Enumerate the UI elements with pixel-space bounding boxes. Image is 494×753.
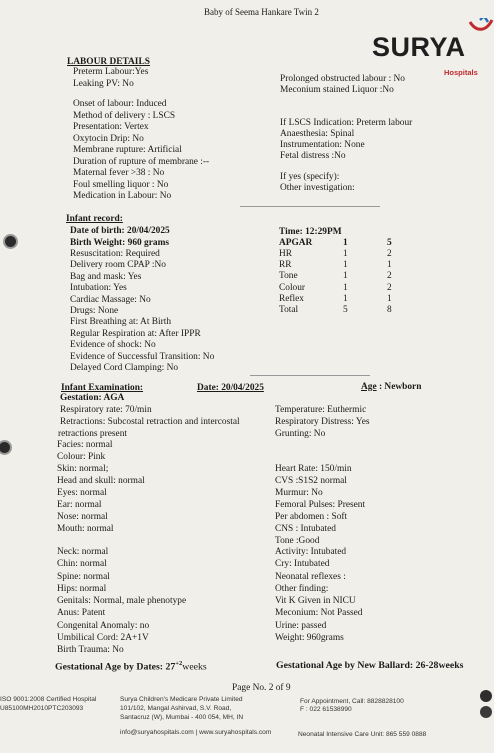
apgar-cell: 2	[387, 282, 392, 293]
exam-left-line-7: Mouth: normal	[57, 524, 114, 534]
ga-dates-sup: +2	[175, 660, 183, 667]
exam-right-line-1: Respiratory Distress: Yes	[275, 417, 370, 427]
footer-nicu: Neonatal Intensive Care Unit: 865 559 0888	[298, 731, 427, 738]
labour-right-line-1: Meconium stained Liquor :No	[280, 85, 394, 95]
logo-subtext: Hospitals	[444, 68, 478, 77]
footer-company: Surya Children's Medicare Private Limited	[120, 696, 243, 703]
page-number: Page No. 2 of 9	[232, 683, 291, 693]
section-divider-1	[240, 206, 380, 207]
retractions-cont: retractions present	[58, 429, 127, 439]
exam-right-line-16: Urine: passed	[275, 621, 327, 631]
ga-by-ballard: Gestational Age by New Ballard: 26-28weeks	[276, 660, 464, 671]
apgar-row	[279, 294, 399, 305]
footer-cin: U85100MH2010PTC203093	[0, 705, 84, 712]
exam-right-line-3: Heart Rate: 150/min	[275, 464, 352, 474]
infant-record-line-8: Evidence of shock: No	[70, 340, 156, 351]
apgar-cell: 1	[343, 249, 348, 259]
labour-left-line-3: Method of delivery : LSCS	[73, 110, 176, 121]
whatsapp-icon	[480, 706, 492, 718]
exam-age-label: Age	[361, 382, 377, 392]
apgar-row	[279, 283, 399, 294]
infant-record-line-2: Bag and mask: Yes	[70, 271, 142, 282]
apgar-cell: 1	[343, 293, 348, 304]
labour-left-line-10: Medication in Labour: No	[73, 191, 172, 201]
apgar-row	[279, 305, 399, 316]
infant-record-line-7: Regular Respiration at: After IPPR	[70, 328, 201, 339]
exam-right-line-0: Temperature: Euthermic	[275, 405, 367, 415]
labour-details-heading: LABOUR DETAILS	[67, 57, 150, 67]
exam-left-line-6: Nose: normal	[57, 512, 108, 522]
exam-age-value: : Newborn	[378, 382, 422, 392]
punch-hole-top	[3, 234, 18, 249]
labour-left-line-5: Oxytocin Drip: No	[73, 133, 144, 144]
birth-weight: Birth Weight: 960 grams	[70, 238, 170, 248]
apgar-cell: 1	[343, 260, 348, 271]
infant-exam-heading: Infant Examination:	[61, 383, 144, 393]
gestation: Gestation: AGA	[60, 393, 125, 403]
exam-right-line-15: Meconium: Not Passed	[275, 608, 363, 618]
labour-left-line-9: Foul smelling liquor : No	[73, 179, 169, 190]
phone-icon	[480, 690, 492, 702]
ga-dates-label: Gestational Age by Dates: 27	[55, 661, 176, 673]
apgar-row	[279, 260, 399, 271]
labour-right-line-4: Instrumentation: None	[280, 140, 365, 150]
infant-record-line-4: Cardiac Massage: No	[70, 294, 151, 305]
footer-web: info@suryahospitals.com | www.suryahospitals.com	[120, 729, 272, 736]
exam-right-line-13: Other finding:	[275, 584, 329, 594]
apgar-cell: 2	[387, 271, 392, 282]
footer-appointment: For Appointment, Call: 8828828100	[300, 698, 404, 705]
exam-right-line-14: Vit K Given in NICU	[275, 596, 356, 606]
birth-time: Time: 12:29PM	[279, 227, 342, 237]
apgar-cell: 1	[387, 260, 392, 271]
apgar-cell: 1	[343, 282, 348, 293]
apgar-cell: Tone	[279, 271, 298, 282]
date-of-birth: Date of birth: 20/04/2025	[70, 226, 170, 236]
section-divider-2	[250, 375, 370, 376]
infant-record-line-10: Delayed Cord Clamping: No	[70, 363, 179, 373]
exam-right-line-9: Tone :Good	[275, 536, 320, 546]
punch-hole-bottom	[0, 440, 12, 455]
apgar-row	[279, 271, 399, 282]
exam-left-line-11: Hips: normal	[57, 584, 107, 594]
apgar-row	[279, 249, 399, 260]
footer-fax: F : 022 61538990	[300, 706, 352, 713]
apgar-cell: Reflex	[279, 293, 304, 304]
footer-contact-icons	[478, 690, 494, 730]
apgar-cell: 8	[387, 305, 392, 315]
labour-left-line-1: Leaking PV: No	[73, 78, 134, 89]
apgar-cell: 2	[387, 249, 392, 259]
apgar-cell: 1	[387, 293, 392, 304]
infant-record-line-5: Drugs: None	[70, 306, 119, 316]
exam-left-line-15: Umbilical Cord: 2A+1V	[57, 633, 149, 643]
exam-left-line-13: Anus: Patent	[57, 608, 106, 618]
exam-right-line-2: Grunting: No	[275, 429, 326, 439]
exam-left-line-16: Birth Trauma: No	[57, 645, 124, 655]
footer-iso: ISO 9001:2008 Certified Hospital	[0, 696, 97, 703]
exam-right-line-12: Neonatal reflexes :	[275, 572, 346, 582]
exam-right-line-17: Weight: 960grams	[275, 633, 344, 643]
labour-right-line-7: Other investigation:	[280, 183, 355, 193]
exam-left-line-12: Genitals: Normal, male phenotype	[57, 596, 187, 606]
exam-right-line-11: Cry: Intubated	[275, 559, 330, 569]
exam-left-line-9: Chin: normal	[57, 559, 107, 569]
exam-left-line-3: Head and skull: normal	[57, 476, 145, 486]
apgar-cell: Total	[279, 305, 299, 315]
labour-left-line-7: Duration of rupture of membrane :--	[73, 156, 210, 167]
ga-by-dates	[55, 658, 207, 673]
apgar-cell: 5	[343, 305, 348, 315]
apgar-cell: 1	[343, 271, 348, 282]
exam-right-line-7: Per abdomen : Soft	[275, 512, 348, 522]
apgar-cell: HR	[279, 249, 293, 259]
infant-record-line-6: First Breathing at: At Birth	[70, 317, 172, 328]
exam-left-line-5: Ear: normal	[57, 500, 102, 510]
labour-left-line-2: Onset of labour: Induced	[73, 99, 167, 109]
patient-title: Baby of Seema Hankare Twin 2	[204, 7, 319, 17]
exam-right-line-4: CVS :S1S2 normal	[275, 476, 347, 486]
exam-right-line-10: Activity: Intubated	[275, 547, 347, 557]
infant-record-line-9: Evidence of Successful Transition: No	[70, 351, 215, 362]
infant-record-heading: Infant record:	[66, 214, 123, 224]
labour-left-line-4: Presentation: Vertex	[73, 122, 149, 132]
labour-left-line-0: Preterm Labour:Yes	[73, 67, 149, 77]
exam-date	[197, 383, 264, 394]
apgar-cell: RR	[279, 260, 292, 271]
logo-text: SURYA	[372, 32, 466, 62]
exam-age	[361, 382, 421, 393]
footer-address-2: Santacruz (W), Mumbai - 400 054, MH, IN	[120, 714, 244, 721]
exam-left-line-10: Spine: normal	[57, 572, 110, 582]
apgar-cell: Colour	[279, 282, 306, 293]
labour-right-line-5: Fetal distress :No	[280, 151, 346, 161]
labour-right-line-0: Prolonged obstructed labour : No	[280, 74, 405, 84]
exam-left-line-1: Colour: Pink	[57, 452, 106, 462]
retractions: Retractions: Subcostal retraction and intercostal	[60, 417, 240, 427]
exam-left-line-0: Facies: normal	[57, 440, 113, 450]
exam-right-line-8: CNS : Intubated	[275, 524, 336, 534]
labour-right-line-2: If LSCS Indication: Preterm labour	[280, 118, 413, 128]
exam-left-line-2: Skin: normal;	[57, 464, 109, 474]
apgar-header-min1: 1	[343, 238, 348, 248]
respiratory-rate: Respiratory rate: 70/min	[60, 405, 152, 415]
exam-left-line-14: Congenital Anomaly: no	[57, 621, 150, 631]
exam-date-text: Date: 20/04/2025	[197, 383, 264, 393]
labour-right-line-3: Anaesthesia: Spinal	[280, 129, 355, 139]
labour-right-line-6: If yes (specify):	[280, 172, 340, 182]
exam-right-line-5: Murmur: No	[275, 488, 323, 498]
infant-record-line-3: Intubation: Yes	[70, 283, 127, 294]
footer-address-1: 101/102, Mangal Ashirvad, S.V. Road,	[120, 705, 232, 712]
apgar-header	[279, 238, 399, 249]
apgar-header-min5: 5	[387, 238, 392, 248]
exam-right-line-6: Femoral Pulses: Present	[275, 500, 366, 510]
infant-record-line-0: Resuscitation: Required	[70, 249, 160, 259]
logo-swoosh-icon	[468, 18, 494, 40]
exam-left-line-8: Neck: normal	[57, 547, 109, 557]
exam-left-line-4: Eyes: normal	[57, 488, 107, 498]
apgar-header-label: APGAR	[279, 238, 313, 248]
infant-record-line-1: Delivery room CPAP :No	[70, 260, 166, 271]
labour-left-line-6: Membrane rupture: Artificial	[73, 145, 182, 155]
labour-left-line-8: Maternal fever >38 : No	[73, 168, 165, 178]
ga-dates-unit: weeks	[182, 661, 207, 673]
